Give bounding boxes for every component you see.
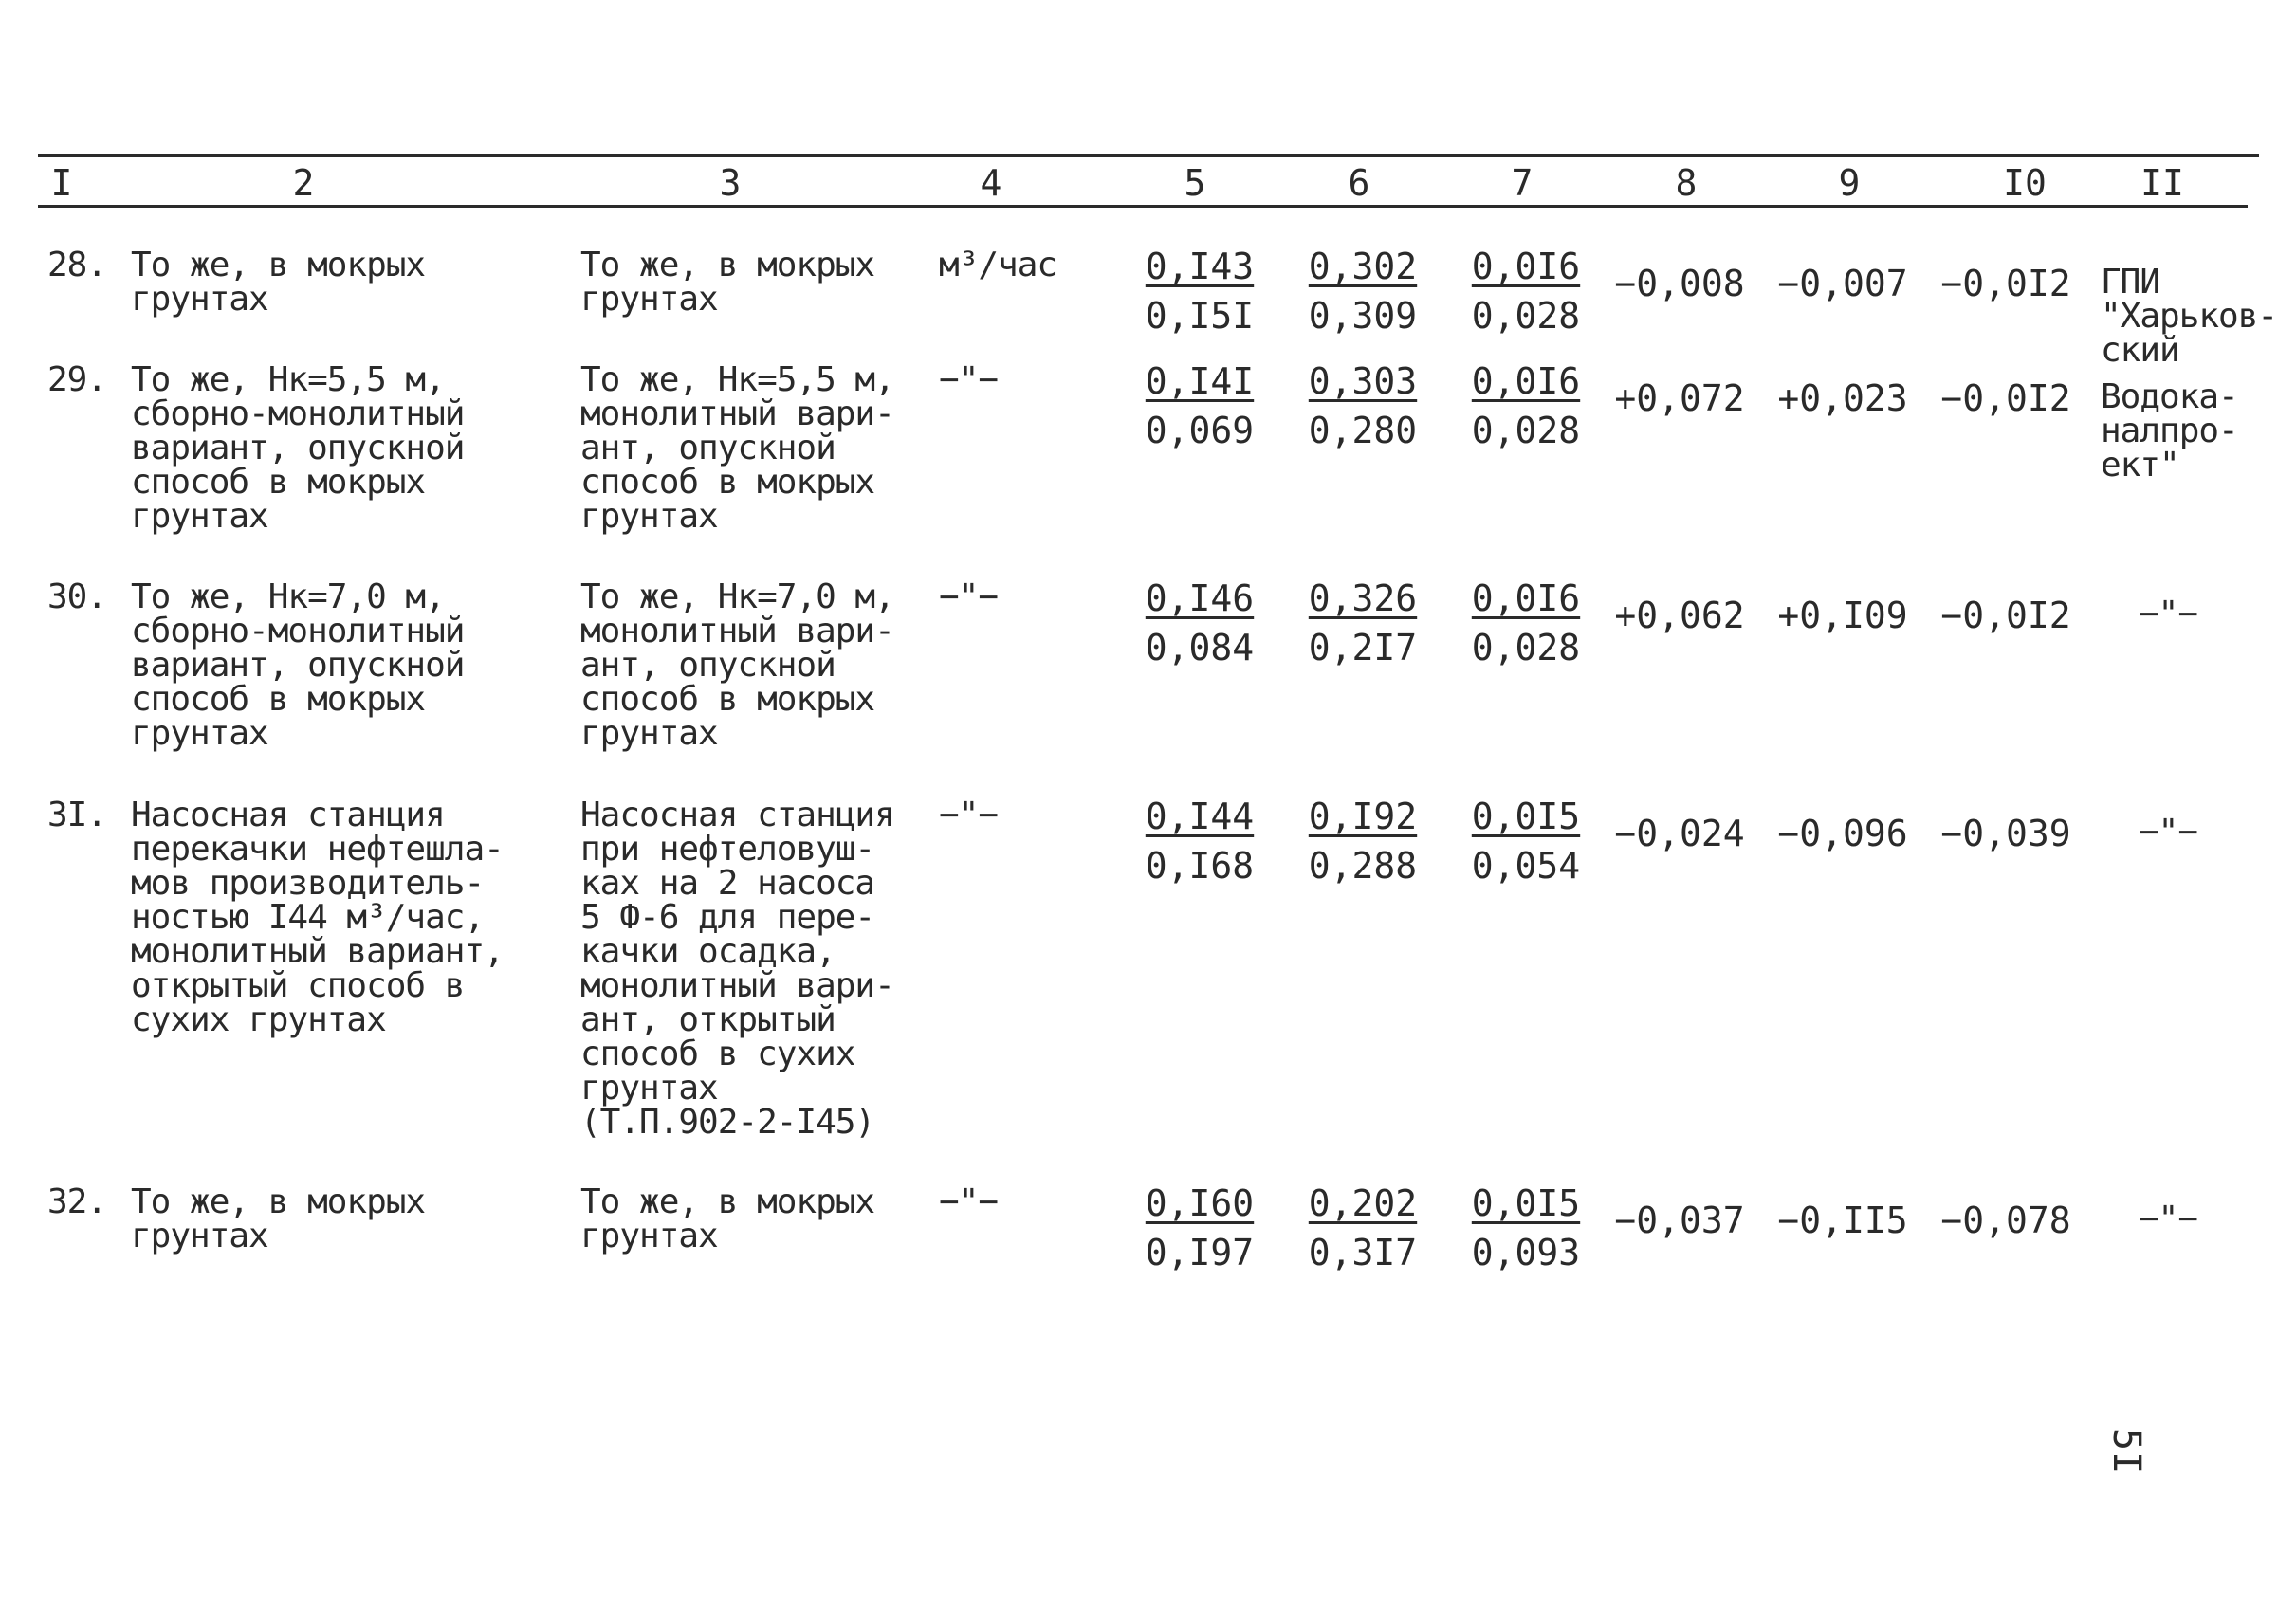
- unit: −"−: [939, 577, 999, 616]
- analog-name-line: (Т.П.902-2-I45): [580, 1103, 875, 1142]
- object-name-line: грунтах: [131, 497, 268, 536]
- designer-line: Водока-: [2101, 377, 2238, 416]
- object-name-line: открытый способ в: [131, 966, 465, 1005]
- analog-name-line: Насосная станция: [580, 796, 894, 834]
- difference-c10: −0,0I2: [1940, 377, 2071, 419]
- object-name-line: Насосная станция: [131, 796, 445, 834]
- unit: м³/час: [939, 246, 1057, 284]
- header-col-8: 8: [1675, 162, 1698, 204]
- fraction-denominator-c7: 0,028: [1471, 410, 1581, 451]
- object-name-line: сухих грунтах: [131, 1000, 386, 1039]
- fraction-numerator-c6: 0,303: [1308, 360, 1418, 402]
- fraction-denominator-c7: 0,054: [1471, 845, 1581, 887]
- fraction-numerator-c7: 0,0I6: [1471, 577, 1581, 619]
- fraction-denominator-c5: 0,I97: [1145, 1232, 1255, 1273]
- row-number: 3I.: [47, 796, 107, 834]
- object-name-line: сборно-монолитный: [131, 612, 465, 650]
- analog-name-line: способ в сухих: [580, 1035, 855, 1073]
- fraction-denominator-c5: 0,I5I: [1145, 295, 1255, 337]
- fraction-denominator-c5: 0,I68: [1145, 845, 1255, 887]
- difference-c8: −0,024: [1614, 813, 1745, 854]
- header-col-6: 6: [1348, 162, 1370, 204]
- table-top-rule: [38, 154, 2259, 157]
- difference-c8: −0,008: [1614, 263, 1745, 304]
- designer-line: −"−: [2139, 595, 2198, 633]
- difference-c8: −0,037: [1614, 1200, 1745, 1241]
- row-number: 30.: [47, 577, 107, 616]
- analog-name-line: ант, опускной: [580, 646, 836, 685]
- object-name-line: грунтах: [131, 714, 268, 753]
- analog-name-line: качки осадка,: [580, 932, 836, 971]
- analog-name-line: грунтах: [580, 280, 718, 319]
- header-col-7: 7: [1511, 162, 1534, 204]
- header-col-10: I0: [2003, 162, 2047, 204]
- difference-c10: −0,039: [1940, 813, 2071, 854]
- fraction-denominator-c6: 0,280: [1308, 410, 1418, 451]
- designer-line: −"−: [2139, 1200, 2198, 1238]
- analog-name-line: ках на 2 насоса: [580, 864, 875, 903]
- analog-name-line: То же, в мокрых: [580, 1182, 875, 1221]
- fraction-numerator-c5: 0,I60: [1145, 1182, 1255, 1224]
- difference-c9: −0,007: [1777, 263, 1908, 304]
- analog-name-line: грунтах: [580, 1069, 718, 1108]
- object-name-line: грунтах: [131, 1217, 268, 1255]
- difference-c9: +0,I09: [1777, 595, 1908, 636]
- unit: −"−: [939, 796, 999, 834]
- fraction-numerator-c7: 0,0I6: [1471, 246, 1581, 287]
- difference-c10: −0,0I2: [1940, 595, 2071, 636]
- object-name-line: монолитный вариант,: [131, 932, 504, 971]
- analog-name-line: грунтах: [580, 714, 718, 753]
- object-name-line: грунтах: [131, 280, 268, 319]
- header-col-5: 5: [1184, 162, 1206, 204]
- fraction-denominator-c6: 0,309: [1308, 295, 1418, 337]
- header-col-3: 3: [719, 162, 742, 204]
- fraction-numerator-c7: 0,0I5: [1471, 796, 1581, 837]
- object-name-line: ностью I44 м³/час,: [131, 898, 485, 937]
- object-name-line: То же, Hк=5,5 м,: [131, 360, 445, 399]
- object-name-line: способ в мокрых: [131, 463, 426, 502]
- designer-line: ект": [2101, 446, 2179, 485]
- designer-line: ский: [2101, 331, 2179, 370]
- fraction-numerator-c6: 0,I92: [1308, 796, 1418, 837]
- fraction-numerator-c5: 0,I43: [1145, 246, 1255, 287]
- analog-name-line: То же, Hк=5,5 м,: [580, 360, 894, 399]
- fraction-numerator-c6: 0,202: [1308, 1182, 1418, 1224]
- row-number: 29.: [47, 360, 107, 399]
- row-number: 32.: [47, 1182, 107, 1221]
- fraction-numerator-c7: 0,0I6: [1471, 360, 1581, 402]
- fraction-denominator-c6: 0,3I7: [1308, 1232, 1418, 1273]
- object-name-line: сборно-монолитный: [131, 394, 465, 433]
- fraction-denominator-c7: 0,028: [1471, 627, 1581, 669]
- fraction-denominator-c6: 0,2I7: [1308, 627, 1418, 669]
- analog-name-line: ант, открытый: [580, 1000, 836, 1039]
- difference-c8: +0,072: [1614, 377, 1745, 419]
- fraction-numerator-c6: 0,302: [1308, 246, 1418, 287]
- difference-c8: +0,062: [1614, 595, 1745, 636]
- difference-c10: −0,0I2: [1940, 263, 2071, 304]
- designer-line: налпро-: [2101, 412, 2238, 450]
- analog-name-line: при нефтеловуш-: [580, 830, 875, 869]
- designer-line: ГПИ: [2101, 263, 2160, 302]
- unit: −"−: [939, 1182, 999, 1221]
- designer-line: "Харьков-: [2101, 297, 2278, 336]
- row-number: 28.: [47, 246, 107, 284]
- object-name-line: способ в мокрых: [131, 680, 426, 719]
- difference-c10: −0,078: [1940, 1200, 2071, 1241]
- difference-c9: +0,023: [1777, 377, 1908, 419]
- fraction-denominator-c6: 0,288: [1308, 845, 1418, 887]
- difference-c9: −0,II5: [1777, 1200, 1908, 1241]
- header-col-4: 4: [980, 162, 1002, 204]
- analog-name-line: грунтах: [580, 497, 718, 536]
- analog-name-line: способ в мокрых: [580, 463, 875, 502]
- page-number: 5I: [2104, 1428, 2148, 1475]
- analog-name-line: То же, в мокрых: [580, 246, 875, 284]
- header-col-9: 9: [1838, 162, 1861, 204]
- object-name-line: мов производитель-: [131, 864, 485, 903]
- fraction-numerator-c6: 0,326: [1308, 577, 1418, 619]
- unit: −"−: [939, 360, 999, 399]
- difference-c9: −0,096: [1777, 813, 1908, 854]
- fraction-numerator-c5: 0,I44: [1145, 796, 1255, 837]
- object-name-line: То же, в мокрых: [131, 246, 426, 284]
- analog-name-line: ант, опускной: [580, 429, 836, 467]
- analog-name-line: монолитный вари-: [580, 966, 894, 1005]
- analog-name-line: грунтах: [580, 1217, 718, 1255]
- designer-line: −"−: [2139, 813, 2198, 852]
- fraction-numerator-c7: 0,0I5: [1471, 1182, 1581, 1224]
- fraction-denominator-c7: 0,028: [1471, 295, 1581, 337]
- fraction-denominator-c5: 0,084: [1145, 627, 1255, 669]
- analog-name-line: 5 Ф-6 для пере-: [580, 898, 875, 937]
- analog-name-line: То же, Hк=7,0 м,: [580, 577, 894, 616]
- header-col-2: 2: [292, 162, 315, 204]
- analog-name-line: монолитный вари-: [580, 612, 894, 650]
- fraction-denominator-c5: 0,069: [1145, 410, 1255, 451]
- fraction-denominator-c7: 0,093: [1471, 1232, 1581, 1273]
- object-name-line: перекачки нефтешла-: [131, 830, 504, 869]
- header-bottom-rule: [38, 205, 2248, 208]
- header-col-11: II: [2140, 162, 2184, 204]
- object-name-line: То же, в мокрых: [131, 1182, 426, 1221]
- analog-name-line: способ в мокрых: [580, 680, 875, 719]
- fraction-numerator-c5: 0,I46: [1145, 577, 1255, 619]
- fraction-numerator-c5: 0,I4I: [1145, 360, 1255, 402]
- object-name-line: То же, Hк=7,0 м,: [131, 577, 445, 616]
- object-name-line: вариант, опускной: [131, 429, 465, 467]
- analog-name-line: монолитный вари-: [580, 394, 894, 433]
- header-col-1: I: [50, 162, 73, 204]
- object-name-line: вариант, опускной: [131, 646, 465, 685]
